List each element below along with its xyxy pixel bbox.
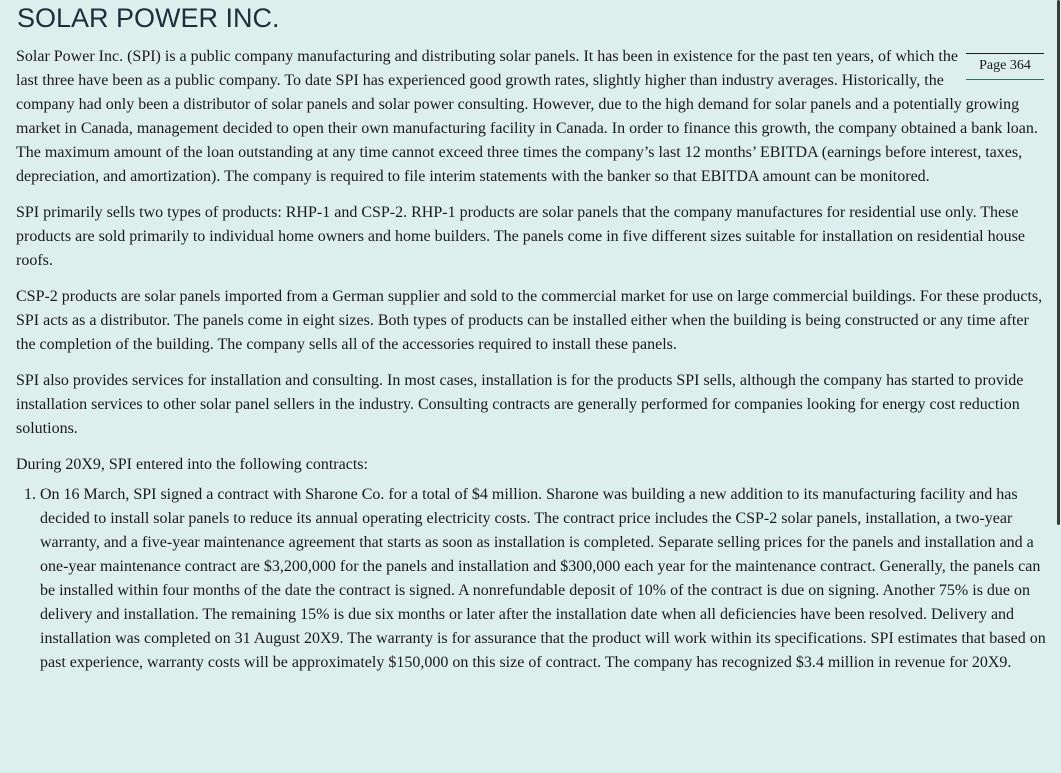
contract-item: 1. On 16 March, SPI signed a contract with Sharone Co. for a total of $4 million. Sharone was building a new addition to its manufacturing facility and has decided to install solar panels to reduce its annual operating electricity costs. The contract price includes the CSP-2 solar panels, installation, a two-year warranty, and a five-year maintenance agreement that starts as soon as installation is completed. Separate selling prices for the panels and installation and a one-year maintenance contract are $3,200,000 for the panels and installation and $300,000 each year for the maintenance contract. Generally, the panels can be installed within four months of the date the contract is signed. A nonrefundable deposit of 10% of the contract is due on signing. Another 75% is due on delivery and installation. The remaining 15% is due six months or later after the installation date when all deficiencies have been resolved. Delivery and installation was completed on 31 August 20X9. The warranty is for assurance that the product will work within its specifications. SPI estimates that based on past experience, warranty costs will be approximately $150,000 on this size of contract. The company has recognized $3.4 million in revenue for 20X9. [40,483,1046,675]
paragraph-services: SPI also provides services for installation and consulting. In most cases, installation is for the products SPI sells, although the company has started to provide installation services to other solar panel sellers in the industry. Consulting contracts are generally performed for companies looking for energy cost reduction solutions. [16,372,1024,437]
page-number-marker: Page 364 [966,53,1044,80]
paragraph-csp2: CSP-2 products are solar panels imported from a German supplier and sold to the commercial market for use on large commercial buildings. For these products, SPI acts as a distributor. The panels come in eight sizes. Both types of products can be installed either when the building is being constructed or any time after the completion of the building. The company sells all of the accessories required to install these panels. [16,288,1043,353]
case-title: SOLAR POWER INC. [17,3,280,33]
paragraph-contracts-intro: During 20X9, SPI entered into the following contracts: [16,456,368,473]
contracts-list [16,483,1046,675]
case-body [16,45,1046,675]
vertical-scrollbar[interactable] [1057,0,1060,525]
paragraph-products: SPI primarily sells two types of products: RHP-1 and CSP-2. RHP-1 products are solar panels that the company manufactures for residential use only. These products are sold primarily to individual home owners and home builders. The panels come in five different sizes suitable for installation on residential house roofs. [16,204,1025,269]
paragraph-company-overview: Solar Power Inc. (SPI) is a public company manufacturing and distributing solar panels. It has been in existence for the past ten years, of which the last three have been as a public company. To date SPI has experienced good growth rates, slightly higher than industry averages. Historically, the company had only been a distributor of solar panels and solar power consulting. However, due to the high demand for solar panels and a potentially growing market in Canada, management decided to open their own manufacturing facility in Canada. In order to finance this growth, the company obtained a bank loan. The maximum amount of the loan outstanding at any time cannot exceed three times the company’s last 12 months’ EBITDA (earnings before interest, taxes, depreciation, and amortization). The company is required to file interim statements with the banker so that EBITDA amount can be monitored. [16,48,1038,185]
